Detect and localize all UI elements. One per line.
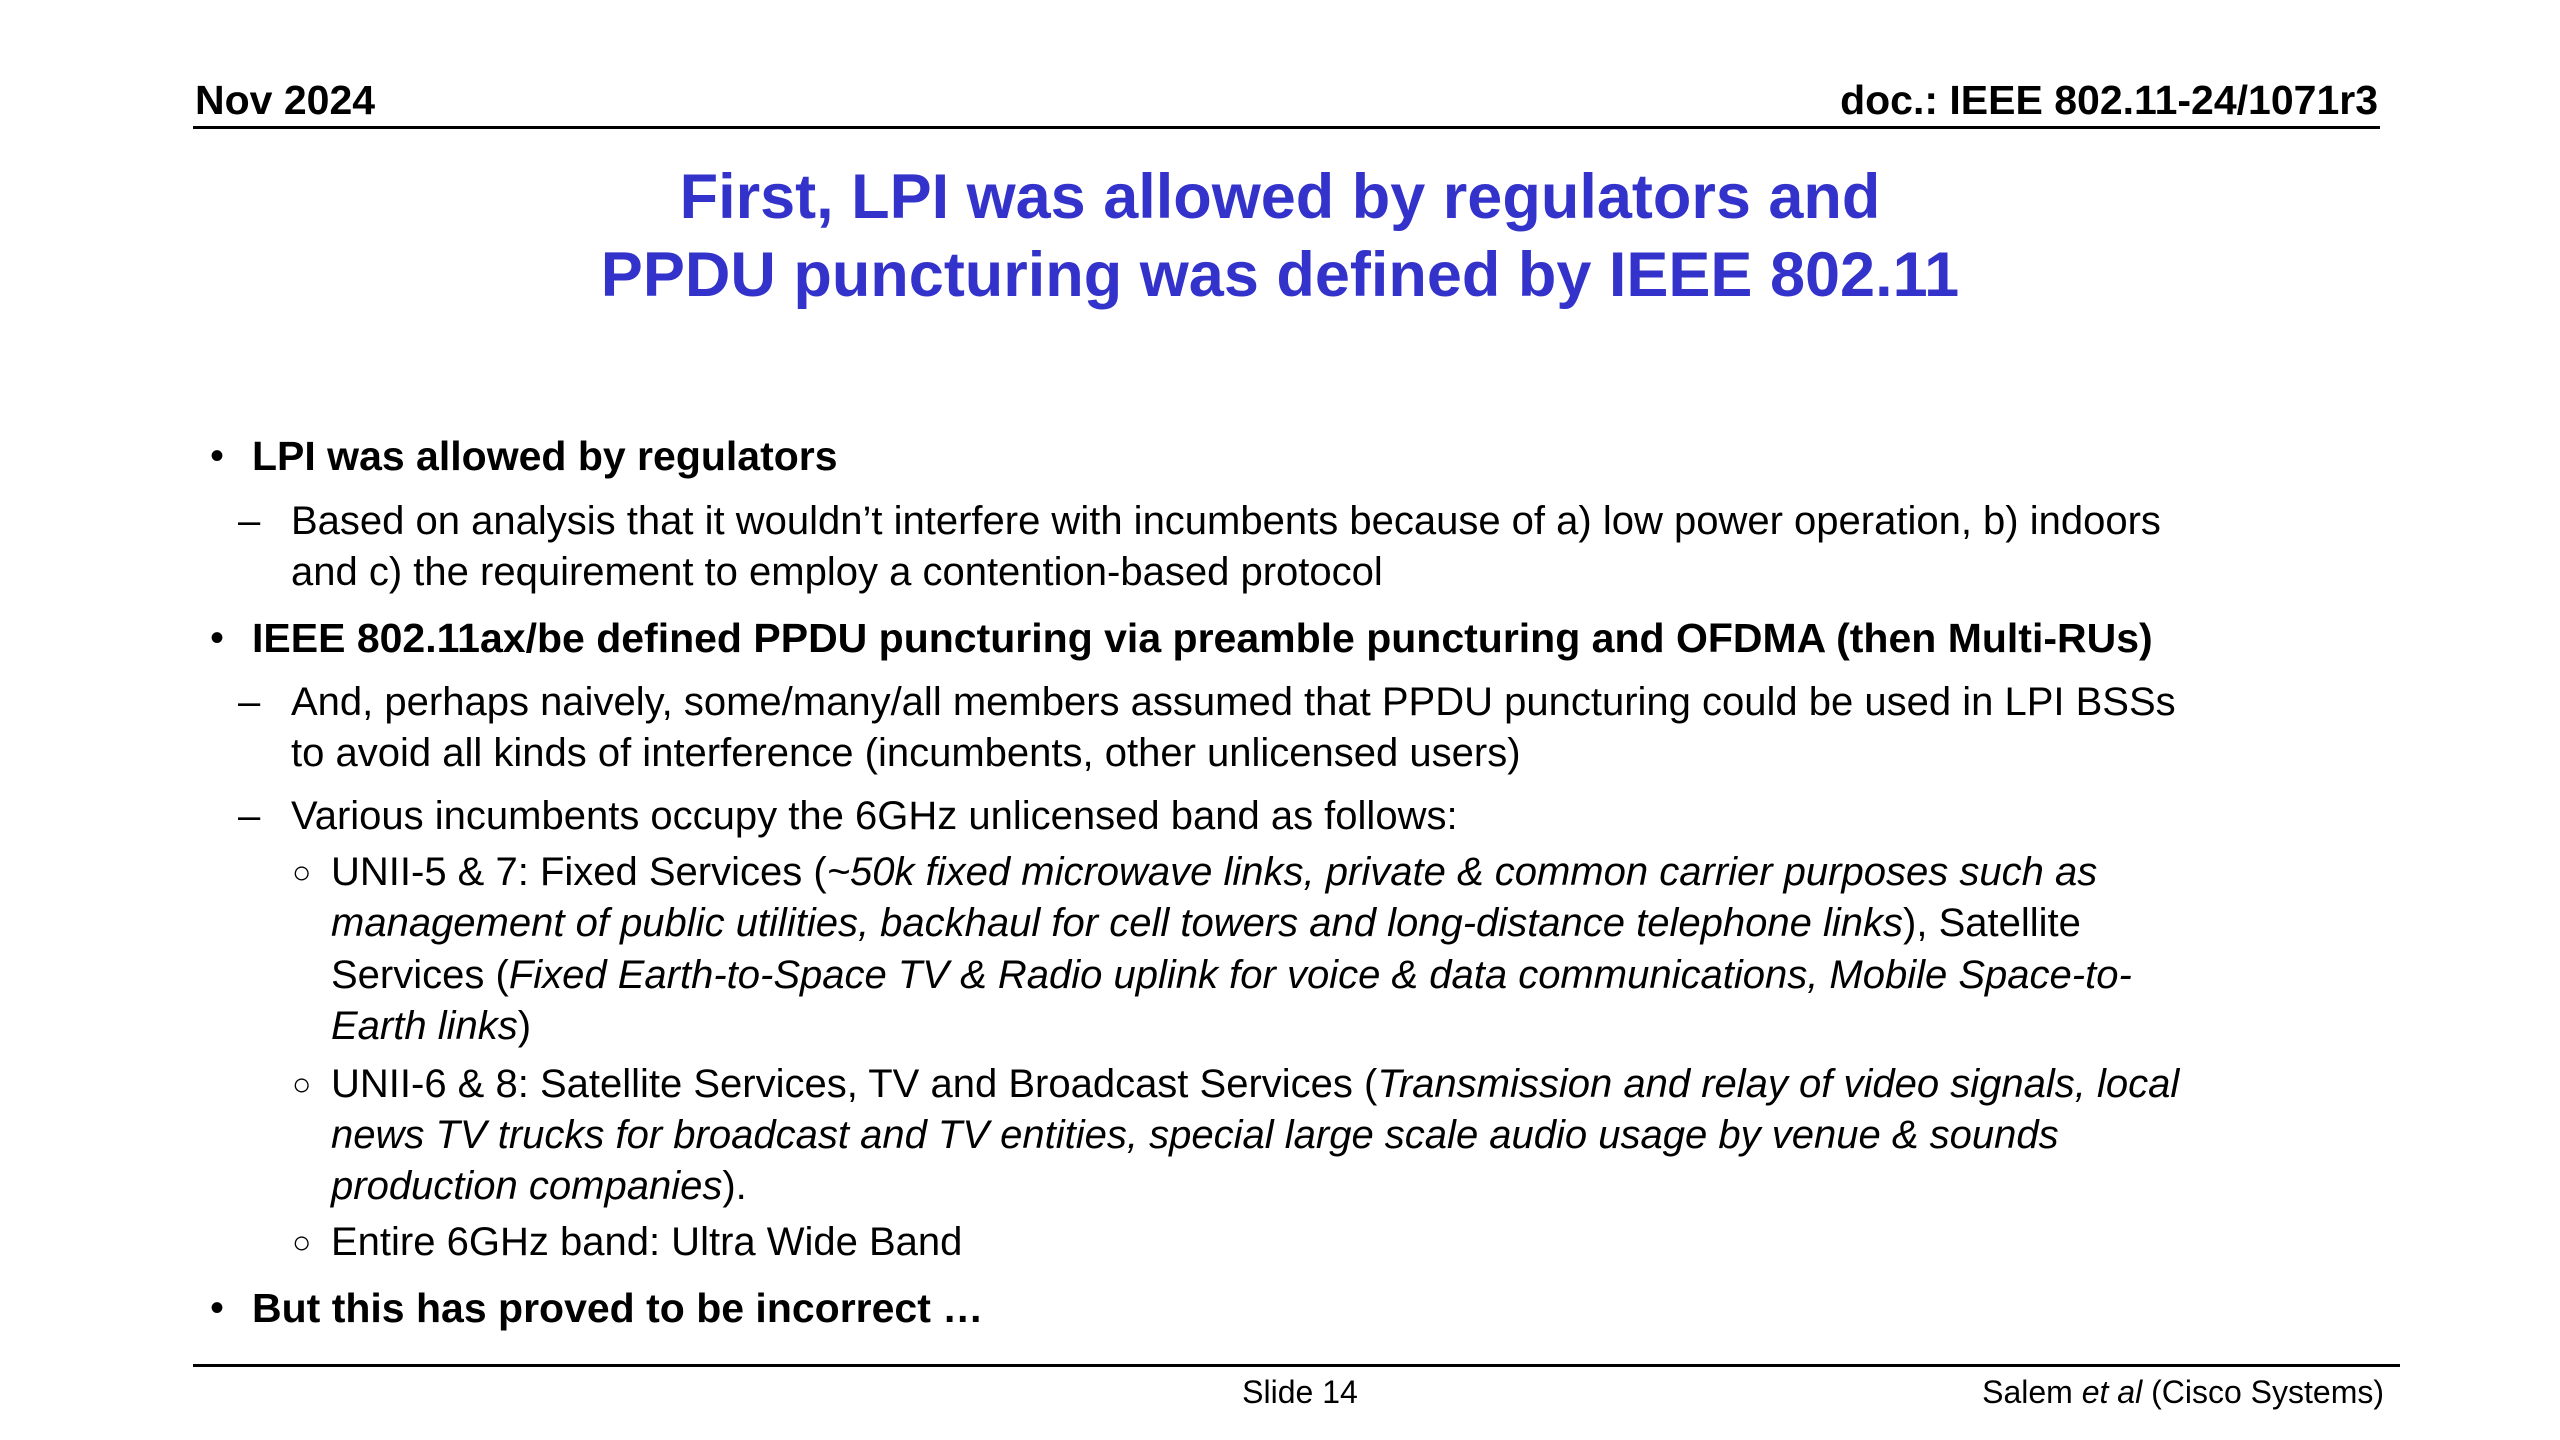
tertiary-entire-band: Entire 6GHz band: Ultra Wide Band (331, 1220, 963, 1264)
dash-marker: – (238, 680, 261, 724)
footer-divider (193, 1364, 2400, 1367)
sub-bullet-analysis-line-1: Based on analysis that it wouldn’t interfere with incumbents because of a) low power operation, b) indoors (291, 499, 2161, 543)
dash-marker: – (238, 794, 261, 838)
bullet-marker: • (210, 434, 225, 478)
tertiary-unii-5-7-line-1: UNII-5 & 7: Fixed Services (~50k fixed microwave links, private & common carrier purposes such as (331, 850, 2098, 894)
dash-marker: – (238, 499, 261, 543)
slide-title-line-2: PPDU puncturing was defined by IEEE 802.11 (600, 240, 1960, 310)
tertiary-unii-6-8-line-2: news TV trucks for broadcast and TV entities, special large scale audio usage by venue & sounds (331, 1113, 2059, 1157)
sub-bullet-naively-line-2: to avoid all kinds of interference (incumbents, other unlicensed users) (291, 731, 1521, 775)
bullet-marker: • (210, 616, 225, 660)
tertiary-unii-6-8-line-3: production companies). (331, 1164, 747, 1208)
tertiary-unii-5-7-line-2: management of public utilities, backhaul for cell towers and long-distance telephone links), Satellite (331, 901, 2081, 945)
circle-marker: ○ (292, 1224, 312, 1260)
tertiary-unii-6-8-line-1: UNII-6 & 8: Satellite Services, TV and Broadcast Services (Transmission and relay of video signals, local (331, 1062, 2180, 1106)
slide-number: Slide 14 (1242, 1374, 1358, 1410)
sub-bullet-analysis-line-2: and c) the requirement to employ a contention-based protocol (291, 550, 1383, 594)
header-doc-number: doc.: IEEE 802.11-24/1071r3 (1840, 77, 2378, 123)
tertiary-unii-5-7-line-3: Services (Fixed Earth-to-Space TV & Radio uplink for voice & data communications, Mobile Space-to- (331, 953, 2132, 997)
header-date: Nov 2024 (195, 77, 376, 123)
slide-title (0, 158, 2560, 314)
sub-bullet-naively-line-1: And, perhaps naively, some/many/all members assumed that PPDU puncturing could be used in LPI BSSs (291, 680, 2176, 724)
bullet-lpi-allowed: LPI was allowed by regulators (252, 433, 838, 479)
bullet-marker: • (210, 1286, 225, 1330)
sub-bullet-incumbents: Various incumbents occupy the 6GHz unlicensed band as follows: (291, 794, 1458, 838)
bullet-incorrect: But this has proved to be incorrect … (252, 1285, 984, 1331)
tertiary-unii-5-7-line-4: Earth links) (331, 1004, 532, 1048)
footer-author: Salem et al (Cisco Systems) (1982, 1374, 2384, 1410)
bullet-ppdu-puncturing: IEEE 802.11ax/be defined PPDU puncturing via preamble puncturing and OFDMA (then Multi-RUs) (252, 615, 2153, 661)
circle-marker: ○ (292, 1066, 312, 1102)
header-divider (193, 126, 2380, 129)
slide-title-line-1: First, LPI was allowed by regulators and (679, 162, 1881, 232)
circle-marker: ○ (292, 854, 312, 890)
